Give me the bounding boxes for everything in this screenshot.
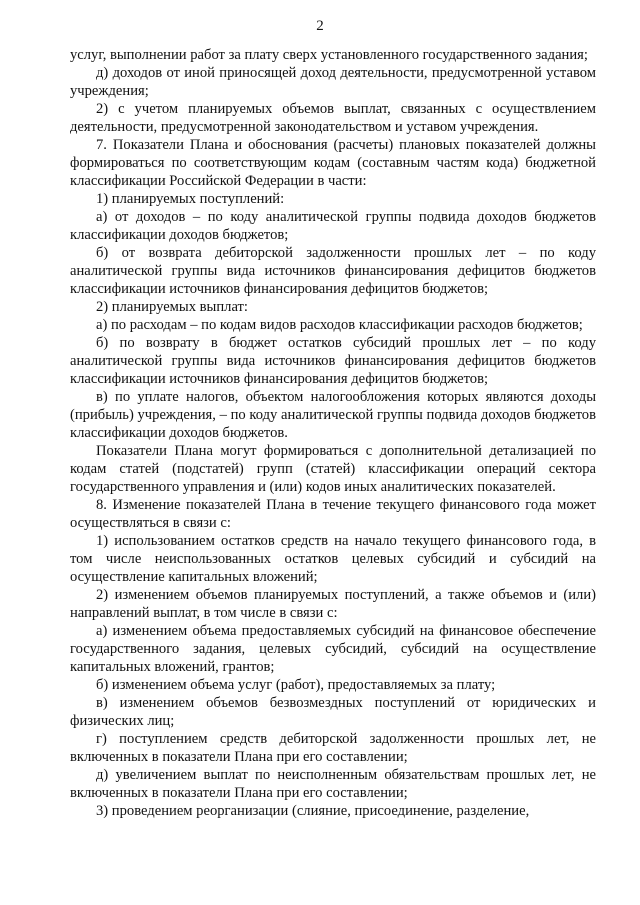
paragraph: д) доходов от иной приносящей доход деятельности, предусмотренной уставом учреждения; (70, 65, 596, 99)
document-body (70, 46, 596, 820)
paragraph: 2) планируемых выплат: (96, 299, 248, 315)
paragraph: 2) с учетом планируемых объемов выплат, связанных с осуществлением деятельности, предусмотренной законодательством и уставом учреждения. (70, 101, 596, 135)
paragraph: 1) использованием остатков средств на начало текущего финансового года, в том числе неиспользованных остатков целевых субсидий и субсидий на осуществление капитальных вложений; (70, 533, 596, 585)
paragraph: в) по уплате налогов, объектом налогообложения которых являются доходы (прибыль) учреждения, – по коду аналитической группы подвида доходов бюджетов классификации доходов бюджетов. (70, 389, 596, 441)
page-number: 2 (316, 18, 324, 34)
paragraph: а) по расходам – по кодам видов расходов классификации расходов бюджетов; (96, 317, 583, 333)
paragraph: в) изменением объемов безвозмездных поступлений от юридических и физических лиц; (70, 695, 596, 729)
paragraph: г) поступлением средств дебиторской задолженности прошлых лет, не включенных в показатели Плана при его составлении; (70, 731, 596, 765)
paragraph: б) по возврату в бюджет остатков субсидий прошлых лет – по коду аналитической группы вида источников финансирования дефицитов бюджетов классификации источников финансирования дефицитов бюджетов; (70, 335, 596, 387)
paragraph: б) изменением объема услуг (работ), предоставляемых за плату; (96, 677, 496, 693)
paragraph: 2) изменением объемов планируемых поступлений, а также объемов и (или) направлений выплат, в том числе в связи с: (70, 587, 596, 621)
paragraph: 3) проведением реорганизации (слияние, присоединение, разделение, (96, 803, 530, 819)
paragraph: Показатели Плана могут формироваться с дополнительной детализацией по кодам статей (подстатей) групп (статей) классификации операций сектора государственного управления и (или) кодов иных аналитических показателей. (70, 443, 596, 495)
paragraph: услуг, выполнении работ за плату сверх установленного государственного задания; (70, 47, 588, 63)
paragraph: 1) планируемых поступлений: (96, 191, 285, 207)
paragraph: б) от возврата дебиторской задолженности прошлых лет – по коду аналитической группы вида источников финансирования дефицитов бюджетов классификации источников финансирования дефицитов бюджетов; (70, 245, 596, 297)
paragraph: а) от доходов – по коду аналитической группы подвида доходов бюджетов классификации доходов бюджетов; (70, 209, 596, 243)
paragraph: а) изменением объема предоставляемых субсидий на финансовое обеспечение государственного задания, целевых субсидий, субсидий на осуществление капитальных вложений, грантов; (70, 623, 596, 675)
paragraph: 8. Изменение показателей Плана в течение текущего финансового года может осуществляться в связи с: (70, 497, 596, 531)
paragraph: 7. Показатели Плана и обоснования (расчеты) плановых показателей должны формироваться по соответствующим кодам (составным частям кода) бюджетной классификации Российской Федерации в части: (70, 137, 596, 189)
paragraph: д) увеличением выплат по неисполненным обязательствам прошлых лет, не включенных в показатели Плана при его составлении; (70, 767, 596, 801)
